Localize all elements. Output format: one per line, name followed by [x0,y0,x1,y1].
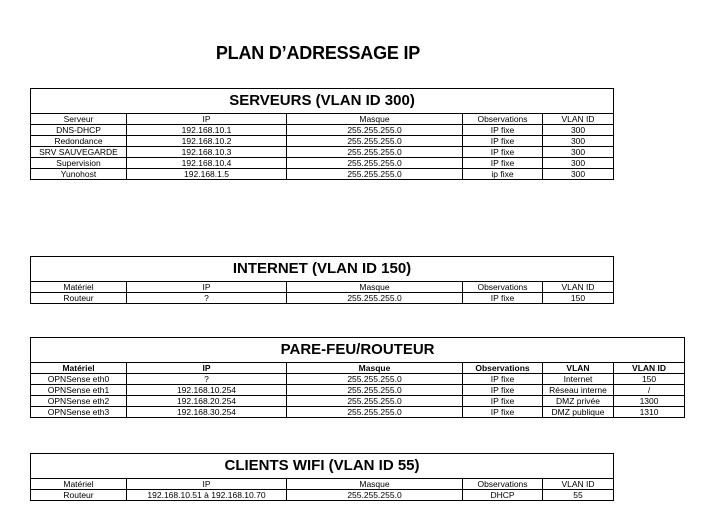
column-header: VLAN ID [543,282,614,293]
table-cell: 192.168.10.1 [127,125,287,136]
column-header: Masque [287,114,463,125]
table-cell: 300 [543,136,614,147]
column-header: IP [127,282,287,293]
column-header: Masque [287,363,463,374]
table-cell: Supervision [31,158,127,169]
table-row [31,396,685,407]
table-cell: 192.168.1.5 [127,169,287,180]
table-row [31,374,685,385]
table-cell: 255.255.255.0 [287,407,463,418]
internet-header-row [31,282,614,293]
table-row [31,136,614,147]
document-title: PLAN D’ADRESSAGE IP [215,43,421,63]
table-row [31,293,614,304]
column-header: VLAN ID [543,479,614,490]
wifi-header-row [31,479,614,490]
column-header: Serveur [31,114,127,125]
column-header: IP [127,363,287,374]
table-cell: Routeur [31,490,127,501]
table-cell: IP fixe [463,374,543,385]
table-cell: IP fixe [463,158,543,169]
parefeu-table [30,337,685,418]
table-cell: 255.255.255.0 [287,147,463,158]
table-row [31,125,614,136]
table-cell: 150 [614,374,685,385]
table-cell: 192.168.10.2 [127,136,287,147]
table-cell: 300 [543,125,614,136]
table-cell: 300 [543,158,614,169]
table-cell: / [614,385,685,396]
table-cell: 255.255.255.0 [287,396,463,407]
column-header: Observations [463,114,543,125]
table-row [31,158,614,169]
table-cell: ? [127,374,287,385]
column-header: Masque [287,282,463,293]
table-cell: 300 [543,147,614,158]
table-cell: IP fixe [463,396,543,407]
table-cell: IP fixe [463,125,543,136]
table-cell: IP fixe [463,293,543,304]
parefeu-header-row [31,363,685,374]
table-cell: 192.168.30.254 [127,407,287,418]
table-row [31,490,614,501]
table-cell: Internet [543,374,614,385]
table-cell: ip fixe [463,169,543,180]
table-cell: IP fixe [463,147,543,158]
column-header: VLAN ID [614,363,685,374]
column-header: Matériel [31,363,127,374]
column-header: Masque [287,479,463,490]
table-cell: 255.255.255.0 [287,158,463,169]
internet-table [30,256,614,304]
table-cell: OPNSense eth2 [31,396,127,407]
serveurs-header-row [31,114,614,125]
table-row [31,147,614,158]
table-cell: OPNSense eth3 [31,407,127,418]
column-header: VLAN [543,363,614,374]
column-header: IP [127,114,287,125]
table-cell: 192.168.20.254 [127,396,287,407]
table-cell: ? [127,293,287,304]
column-header: Matériel [31,479,127,490]
table-row [31,169,614,180]
table-cell: IP fixe [463,385,543,396]
table-cell: DMZ publique [543,407,614,418]
wifi-title: CLIENTS WIFI (VLAN ID 55) [31,454,614,479]
table-cell: 1300 [614,396,685,407]
table-cell: 55 [543,490,614,501]
table-cell: 255.255.255.0 [287,136,463,147]
table-cell: 255.255.255.0 [287,385,463,396]
table-cell: OPNSense eth0 [31,374,127,385]
table-cell: 150 [543,293,614,304]
table-cell: Routeur [31,293,127,304]
serveurs-title: SERVEURS (VLAN ID 300) [31,89,614,114]
table-cell: IP fixe [463,136,543,147]
table-cell: DMZ privée [543,396,614,407]
table-cell: Réseau interne [543,385,614,396]
table-cell: Redondance [31,136,127,147]
table-cell: 192.168.10.4 [127,158,287,169]
table-cell: 192.168.10.254 [127,385,287,396]
table-cell: DNS-DHCP [31,125,127,136]
column-header: Observations [463,479,543,490]
table-cell: 255.255.255.0 [287,490,463,501]
table-cell: 192.168.10.3 [127,147,287,158]
table-cell: OPNSense eth1 [31,385,127,396]
table-row [31,385,685,396]
table-cell: 192.168.10.51 à 192.168.10.70 [127,490,287,501]
table-cell: IP fixe [463,407,543,418]
table-cell: 300 [543,169,614,180]
serveurs-table [30,88,614,180]
table-cell: SRV SAUVEGARDE [31,147,127,158]
wifi-table [30,453,614,501]
table-row [31,407,685,418]
table-cell: Yunohost [31,169,127,180]
column-header: IP [127,479,287,490]
column-header: Observations [463,363,543,374]
table-cell: 255.255.255.0 [287,125,463,136]
column-header: Observations [463,282,543,293]
table-cell: 1310 [614,407,685,418]
table-cell: DHCP [463,490,543,501]
column-header: Matériel [31,282,127,293]
parefeu-title: PARE-FEU/ROUTEUR [31,338,685,363]
table-cell: 255.255.255.0 [287,169,463,180]
table-cell: 255.255.255.0 [287,293,463,304]
internet-title: INTERNET (VLAN ID 150) [31,257,614,282]
table-cell: 255.255.255.0 [287,374,463,385]
column-header: VLAN ID [543,114,614,125]
